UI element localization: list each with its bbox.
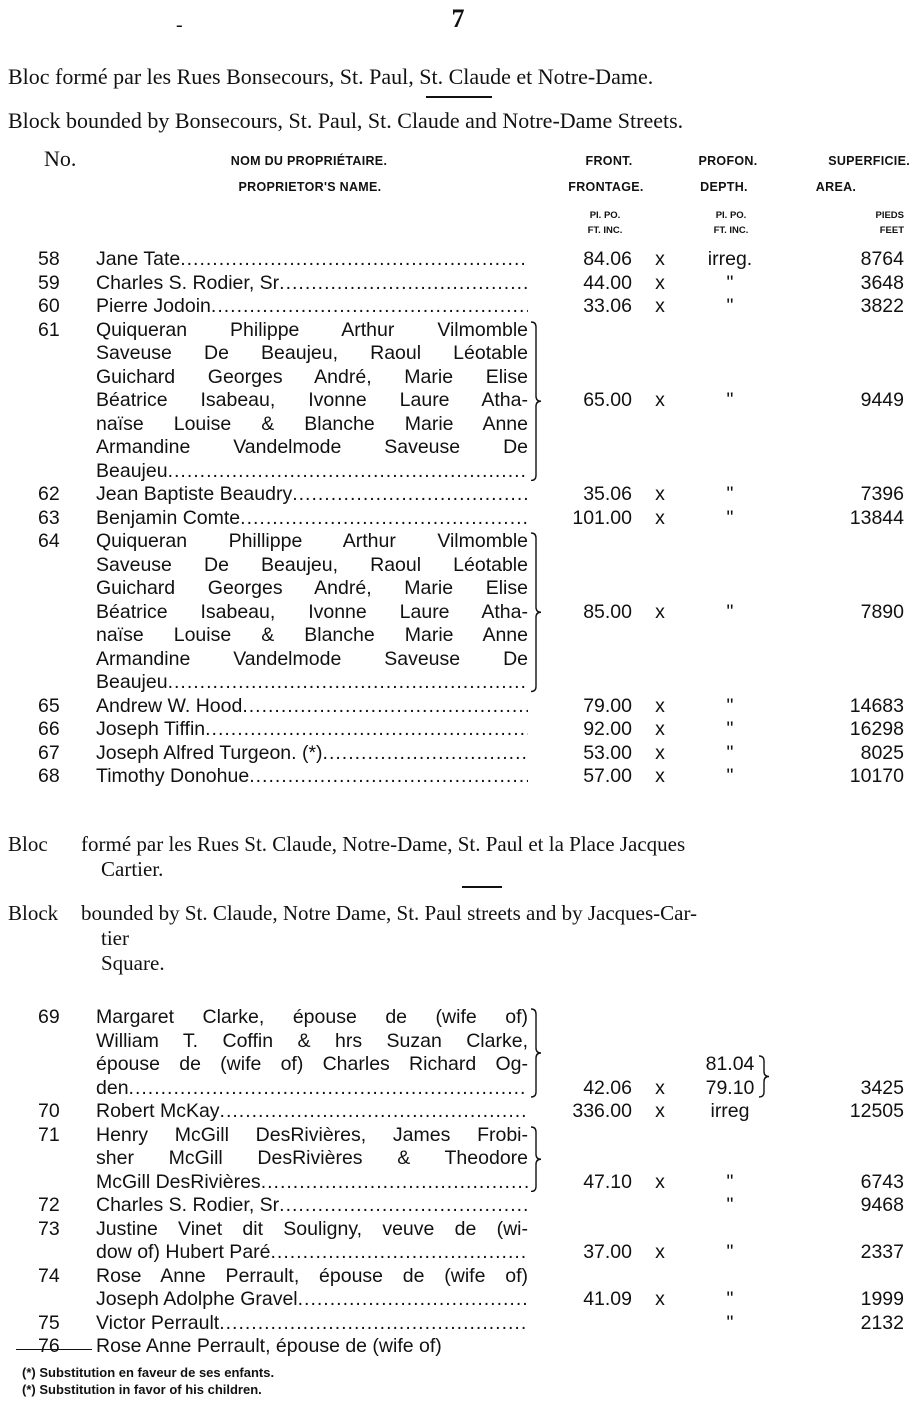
depth-value: " [726, 1170, 734, 1193]
dash-mark: - [176, 14, 183, 36]
area-value: 13844 [849, 506, 904, 529]
header-front-en: FRONTAGE. [568, 180, 644, 194]
name-line: Margaret Clarke, épouse de (wife of) [96, 1006, 528, 1028]
area-value: 6743 [860, 1170, 904, 1193]
leader-dots [168, 671, 528, 695]
row-number: 75 [38, 1311, 60, 1334]
header-area-unit-fr: PIEDS [875, 210, 904, 221]
area-value: 12505 [849, 1100, 904, 1122]
proprietor-name [96, 1194, 528, 1218]
times-mark: x [655, 389, 665, 411]
proprietor-name [96, 718, 528, 742]
frontage-value: 79.00 [583, 694, 632, 717]
depth-value: " [726, 295, 734, 317]
header-depth-en: DEPTH. [700, 180, 748, 194]
name-text: Joseph Tiffin [96, 718, 206, 740]
proprietor-name [96, 1218, 528, 1265]
area-value: 10170 [849, 765, 904, 787]
table-row [0, 319, 916, 484]
depth-value: " [726, 741, 734, 764]
leader-dots [271, 1241, 528, 1265]
name-line: Guichard Georges André, Marie Elise [96, 577, 528, 599]
row-number: 70 [38, 1100, 60, 1122]
row-number: 63 [38, 506, 60, 529]
frontage-value: 41.09 [583, 1288, 632, 1310]
footnote-en: (*) Substitution in favor of his children. [22, 1382, 262, 1397]
table-row [0, 718, 916, 742]
name-line [96, 1335, 528, 1359]
block1-title-en: Block bounded by Bonsecours, St. Paul, St. Claude and Notre-Dame Streets. [8, 108, 684, 133]
name-line: Béatrice Isabeau, Ivonne Laure Atha- [96, 389, 528, 411]
frontage-value: 101.00 [572, 506, 632, 529]
header-name-en: PROPRIETOR'S NAME. [238, 180, 382, 194]
times-mark: x [655, 1100, 665, 1122]
name-line: Rose Anne Perrault, épouse de (wife of) [96, 1264, 528, 1287]
times-mark: x [655, 271, 665, 294]
header-front-unit-en: FT. INC. [587, 225, 623, 236]
table-row [0, 1265, 916, 1312]
block2-rule [462, 886, 502, 888]
name-line [96, 671, 528, 695]
frontage-value: 92.00 [583, 718, 632, 740]
name-text: Benjamin Comte [96, 506, 241, 529]
times-mark: x [655, 694, 665, 717]
depth-value: " [726, 694, 734, 717]
brace-right [530, 1008, 542, 1098]
row-number: 71 [38, 1123, 60, 1146]
table-row [0, 1312, 916, 1336]
name-line [96, 1288, 528, 1312]
proprietor-name [96, 1265, 528, 1312]
table-row [0, 1006, 916, 1100]
leader-dots [129, 1077, 528, 1101]
depth-value: " [726, 600, 734, 623]
name-text: dow of) Hubert Paré [96, 1241, 271, 1263]
row-number: 64 [38, 530, 60, 552]
row-number: 67 [38, 741, 60, 764]
row-number: 66 [38, 718, 60, 740]
table-row [0, 272, 916, 296]
name-line: Saveuse De Beaujeu, Raoul Léotable [96, 553, 528, 576]
name-text: Joseph Alfred Turgeon. (*) [96, 741, 323, 764]
area-value: 2337 [860, 1241, 904, 1263]
times-mark: x [655, 506, 665, 529]
table-row [0, 1335, 916, 1359]
leader-dots [220, 1100, 528, 1124]
leader-dots [249, 765, 528, 789]
leader-dots [292, 483, 528, 507]
name-text: Victor Perrault [96, 1311, 220, 1334]
name-line: Henry McGill DesRivières, James Frobi- [96, 1123, 528, 1146]
leader-dots [240, 507, 528, 531]
table-row [0, 1218, 916, 1265]
times-mark: x [655, 741, 665, 764]
name-line [96, 295, 528, 319]
name-line: Saveuse De Beaujeu, Raoul Léotable [96, 342, 528, 364]
name-line [96, 1077, 528, 1101]
header-area-en: AREA. [815, 180, 857, 194]
proprietor-name [96, 1124, 528, 1195]
leader-dots [168, 460, 528, 484]
leader-dots [180, 248, 528, 272]
depth-value: " [726, 1311, 734, 1334]
title-rule [426, 96, 492, 98]
area-value: 3822 [860, 295, 904, 317]
row-number: 76 [38, 1335, 60, 1357]
times-mark: x [655, 1076, 665, 1099]
leader-dots [211, 295, 528, 319]
times-mark: x [655, 718, 665, 740]
leader-dots [279, 272, 528, 296]
area-value: 1999 [860, 1288, 904, 1310]
brace-right [530, 532, 542, 693]
area-value: 9449 [860, 389, 904, 411]
frontage-value: 47.10 [583, 1170, 632, 1193]
times-mark: x [655, 765, 665, 787]
header-front-fr: FRONT. [585, 154, 633, 168]
name-line [96, 460, 528, 484]
name-text: Andrew W. Hood [96, 694, 243, 717]
frontage-value: 35.06 [583, 483, 632, 505]
name-line: Béatrice Isabeau, Ivonne Laure Atha- [96, 600, 528, 623]
proprietor-name [96, 507, 528, 531]
frontage-value: 57.00 [583, 765, 632, 787]
area-value: 2132 [860, 1311, 904, 1334]
depth-line: 79.10 [705, 1076, 755, 1099]
table-row [0, 530, 916, 695]
row-number: 59 [38, 271, 60, 294]
row-number: 69 [38, 1006, 60, 1028]
depth-value: " [726, 1194, 734, 1216]
name-text: Robert McKay [96, 1100, 220, 1122]
proprietor-name [96, 1335, 528, 1359]
proprietor-name [96, 695, 528, 719]
brace-right [758, 1055, 770, 1098]
name-line: Armandine Vandelmode Saveuse De [96, 647, 528, 670]
footnote-rule [16, 1349, 92, 1350]
header-area-fr: SUPERFICIE. [828, 154, 910, 168]
block2-en-line1: bounded by St. Claude, Notre Dame, St. Paul streets and by Jacques-Car- [81, 901, 698, 925]
row-number: 60 [38, 295, 60, 317]
name-line: épouse de (wife of) Charles Richard Og- [96, 1053, 528, 1075]
name-line [96, 1100, 528, 1124]
name-text: Jean Baptiste Beaudry [96, 483, 293, 505]
proprietor-name [96, 319, 528, 484]
name-line [96, 1194, 528, 1218]
frontage-value: 85.00 [583, 600, 632, 623]
row-number: 68 [38, 765, 60, 787]
header-name-fr: NOM DU PROPRIÉTAIRE. [230, 154, 388, 168]
name-line [96, 742, 528, 766]
area-value: 8025 [860, 741, 904, 764]
name-text: Joseph Adolphe Gravel [96, 1288, 298, 1310]
depth-value: " [726, 389, 734, 411]
row-number: 73 [38, 1217, 60, 1240]
table-row [0, 507, 916, 531]
frontage-value: 65.00 [583, 389, 632, 411]
row-number: 58 [38, 248, 60, 270]
area-value: 8764 [860, 248, 904, 270]
row-number: 62 [38, 483, 60, 505]
header-depth-unit-en: FT. INC. [713, 225, 749, 236]
block2-en-label: Block [8, 901, 59, 925]
leader-dots [298, 1288, 528, 1312]
name-line: Quiqueran Philippe Arthur Vilmomble [96, 318, 528, 341]
frontage-value: 33.06 [583, 295, 632, 317]
block2-en-line2: tier Square. [101, 926, 165, 975]
header-area-unit-en: FEET [879, 225, 904, 236]
depth-value: " [726, 718, 734, 740]
name-text: Charles S. Rodier, Sr [96, 271, 280, 294]
block1-title-fr: Bloc formé par les Rues Bonsecours, St. Paul, St. Claude et Notre-Dame. [8, 64, 654, 89]
proprietor-name [96, 1100, 528, 1124]
name-line: Armandine Vandelmode Saveuse De [96, 436, 528, 458]
table-row [0, 1100, 916, 1124]
proprietor-name [96, 1006, 528, 1100]
frontage-value: 336.00 [572, 1100, 632, 1122]
name-text: Pierre Jodoin [96, 295, 211, 317]
name-line: Guichard Georges André, Marie Elise [96, 365, 528, 388]
header-depth-fr: PROFON. [698, 154, 758, 168]
frontage-value: 37.00 [583, 1241, 632, 1263]
proprietor-name [96, 1312, 528, 1336]
proprietor-name [96, 295, 528, 319]
depth-line: 81.04 [705, 1053, 755, 1075]
block2-fr-line2: Cartier. [101, 857, 164, 881]
table-row [0, 1124, 916, 1195]
name-text: Timothy Donohue [96, 765, 250, 787]
block2-fr-label: Bloc [8, 832, 48, 856]
times-mark: x [655, 295, 665, 317]
header-front-unit-fr: PI. PO. [589, 210, 621, 221]
name-line: naïse Louise & Blanche Marie Anne [96, 624, 528, 646]
name-line [96, 248, 528, 272]
leader-dots [219, 1312, 528, 1336]
times-mark: x [655, 483, 665, 505]
leader-dots [261, 1171, 528, 1195]
name-line: Justine Vinet dit Souligny, veuve de (wi- [96, 1217, 528, 1240]
brace-right [530, 321, 542, 482]
name-text: Jane Tate [96, 248, 181, 270]
depth-value: irreg [710, 1100, 750, 1122]
frontage-value: 84.06 [583, 248, 632, 270]
name-line: naïse Louise & Blanche Marie Anne [96, 412, 528, 435]
frontage-value: 42.06 [583, 1076, 632, 1099]
table-row [0, 695, 916, 719]
table-row [0, 483, 916, 507]
name-text: Rose Anne Perrault, épouse de (wife of) [96, 1335, 442, 1357]
frontage-value: 53.00 [583, 741, 632, 764]
depth-value: " [726, 1241, 734, 1263]
area-value: 14683 [849, 694, 904, 717]
name-line [96, 1241, 528, 1265]
depth-value: " [726, 765, 734, 787]
row-number: 72 [38, 1194, 60, 1216]
times-mark: x [655, 600, 665, 623]
times-mark: x [655, 1170, 665, 1193]
proprietor-name [96, 765, 528, 789]
name-line [96, 765, 528, 789]
area-value: 16298 [849, 718, 904, 740]
leader-dots [205, 718, 528, 742]
name-line [96, 507, 528, 531]
name-line: Quiqueran Phillippe Arthur Vilmomble [96, 530, 528, 552]
depth-value: " [726, 483, 734, 505]
name-text: Charles S. Rodier, Sr [96, 1194, 280, 1216]
brace-right [530, 1126, 542, 1193]
depth-value: " [726, 506, 734, 529]
depth-value: " [726, 1288, 734, 1310]
row-number: 74 [38, 1264, 60, 1287]
proprietor-name [96, 248, 528, 272]
area-value: 7396 [860, 483, 904, 505]
header-depth-unit-fr: PI. PO. [715, 210, 747, 221]
proprietor-name [96, 530, 528, 695]
area-value: 3425 [860, 1076, 904, 1099]
frontage-value: 44.00 [583, 271, 632, 294]
name-line [96, 483, 528, 507]
table-row [0, 742, 916, 766]
table-row [0, 248, 916, 272]
area-value: 3648 [860, 271, 904, 294]
times-mark: x [655, 1241, 665, 1263]
name-line [96, 1171, 528, 1195]
area-value: 9468 [860, 1194, 904, 1216]
area-value: 7890 [860, 600, 904, 623]
footnote-fr: (*) Substitution en faveur de ses enfants. [22, 1365, 275, 1380]
times-mark: x [655, 248, 665, 270]
name-line [96, 718, 528, 742]
block2-fr-line1: formé par les Rues St. Claude, Notre-Dame, St. Paul et la Place Jacques [81, 832, 686, 856]
name-text: Beaujeu [96, 671, 168, 693]
leader-dots [242, 695, 528, 719]
name-text: Beaujeu [96, 459, 168, 482]
times-mark: x [655, 1288, 665, 1310]
leader-dots [279, 1194, 528, 1218]
proprietor-name [96, 742, 528, 766]
proprietor-name [96, 272, 528, 296]
name-line: sher McGill DesRivières & Theodore [96, 1147, 528, 1169]
table-row [0, 295, 916, 319]
proprietor-name [96, 483, 528, 507]
page-number: 7 [451, 4, 465, 33]
leader-dots [323, 742, 528, 766]
name-line [96, 695, 528, 719]
table-row [0, 1194, 916, 1218]
row-number: 65 [38, 694, 60, 717]
row-number: 61 [38, 318, 60, 341]
depth-value: irreg. [707, 248, 753, 270]
table-row [0, 765, 916, 789]
depth-value: " [726, 271, 734, 294]
name-line: William T. Coffin & hrs Suzan Clarke, [96, 1029, 528, 1052]
name-line [96, 1312, 528, 1336]
name-text: McGill DesRivières [96, 1170, 261, 1193]
header-no: No. [44, 146, 77, 171]
name-text: den [96, 1076, 129, 1099]
name-line [96, 272, 528, 296]
